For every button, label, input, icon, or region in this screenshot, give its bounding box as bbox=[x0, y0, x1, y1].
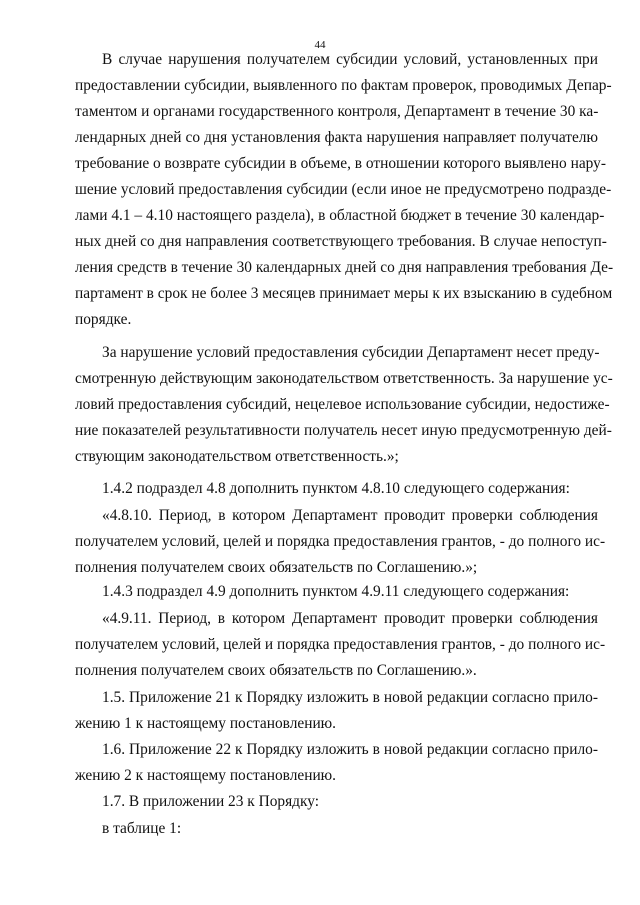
text-line: ствующим законодательством ответственность.»; bbox=[75, 448, 399, 465]
page-number: 44 bbox=[314, 39, 326, 51]
text-line: получателем условий, целей и порядка предоставления грантов, - до полного ис- bbox=[75, 636, 606, 653]
text-line: требование о возврате субсидии в объеме, в отношении которого выявлено нару- bbox=[75, 155, 606, 172]
text-line: 1.5. Приложение 21 к Порядку изложить в новой редакции согласно прило- bbox=[102, 689, 598, 706]
text-line: 1.4.2 подраздел 4.8 дополнить пунктом 4.8.10 следующего содержания: bbox=[102, 480, 570, 497]
text-line: предоставлении субсидии, выявленного по фактам проверок, проводимых Депар- bbox=[75, 77, 612, 94]
text-line: получателем условий, целей и порядка предоставления грантов, - до полного ис- bbox=[75, 533, 606, 550]
text-line: ных дней со дня направления соответствующего требования. В случае непоступ- bbox=[75, 233, 607, 250]
text-line: «4.8.10. Период, в котором Департамент проводит проверки соблюдения bbox=[102, 507, 598, 524]
text-line: 1.4.3 подраздел 4.9 дополнить пунктом 4.9.11 следующего содержания: bbox=[102, 583, 570, 600]
text-line: в таблице 1: bbox=[102, 820, 182, 837]
text-line: За нарушение условий предоставления субсидии Департамент несет преду- bbox=[102, 344, 600, 361]
text-line: «4.9.11. Период, в котором Департамент проводит проверки соблюдения bbox=[102, 610, 598, 627]
text-line: ления средств в течение 30 календарных дней со дня направления требования Де- bbox=[75, 259, 614, 276]
text-line: ние показателей результативности получатель несет иную предусмотренную дей- bbox=[75, 422, 612, 439]
text-line: смотренную действующим законодательством ответственность. За нарушение ус- bbox=[75, 370, 613, 387]
text-line: 1.6. Приложение 22 к Порядку изложить в новой редакции согласно прило- bbox=[102, 741, 598, 758]
text-line: лендарных дней со дня установления факта нарушения направляет получателю bbox=[75, 129, 598, 146]
text-line: 1.7. В приложении 23 к Порядку: bbox=[102, 793, 320, 810]
text-line: жению 1 к настоящему постановлению. bbox=[75, 715, 337, 732]
text-line: ловий предоставления субсидий, нецелевое использование субсидии, недостиже- bbox=[75, 396, 610, 413]
text-line: полнения получателем своих обязательств по Соглашению.». bbox=[75, 662, 477, 679]
text-line: полнения получателем своих обязательств по Соглашению.»; bbox=[75, 559, 478, 576]
text-line: лами 4.1 – 4.10 настоящего раздела), в областной бюджет в течение 30 календар- bbox=[75, 207, 605, 224]
text-line: жению 2 к настоящему постановлению. bbox=[75, 767, 337, 784]
text-line: партамент в срок не более 3 месяцев принимает меры к их взысканию в судебном bbox=[75, 285, 613, 302]
text-line: шение условий предоставления субсидии (если иное не предусмотрено подразде- bbox=[75, 181, 612, 198]
text-line: таментом и органами государственного контроля, Департамент в течение 30 ка- bbox=[75, 103, 599, 120]
text-line: порядке. bbox=[75, 311, 132, 328]
text-line: В случае нарушения получателем субсидии условий, установленных при bbox=[102, 51, 598, 68]
